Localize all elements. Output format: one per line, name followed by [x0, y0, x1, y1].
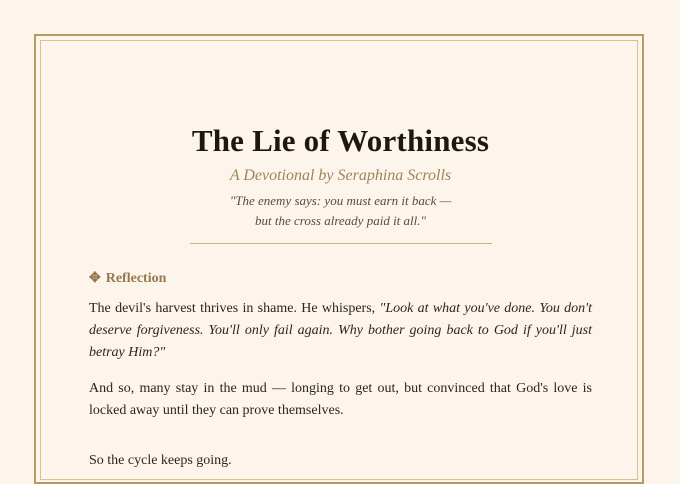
paragraph-1 [89, 298, 592, 364]
epigraph-line-1: "The enemy says: you must earn it back — [229, 193, 452, 208]
reflection-heading-label: Reflection [105, 271, 167, 286]
section-divider [190, 243, 492, 244]
author-subtitle: A Devotional by Seraphina Scrolls [229, 167, 452, 184]
devotional-content [89, 118, 592, 436]
paragraph-1-lead: The devil's harvest thrives in shame. He whispers, [89, 301, 380, 316]
paragraph-1-quote: "Look at what you've done. You don't deserve forgiveness. You'll only fail again. Why bother going back to God if you'll just betray Him?" [89, 301, 593, 360]
page-title: The Lie of Worthiness [191, 123, 490, 158]
epigraph [89, 191, 592, 231]
paragraph-3-partial: So the cycle keeps going. [89, 453, 232, 468]
four-pointed-star-icon: ✥ [89, 271, 101, 286]
reflection-heading [89, 270, 592, 288]
paragraph-2: And so, many stay in the mud — longing to get out, but convinced that God's love is locked away until they can prove themselves. [89, 381, 592, 418]
epigraph-line-2: but the cross already paid it all." [255, 213, 426, 228]
